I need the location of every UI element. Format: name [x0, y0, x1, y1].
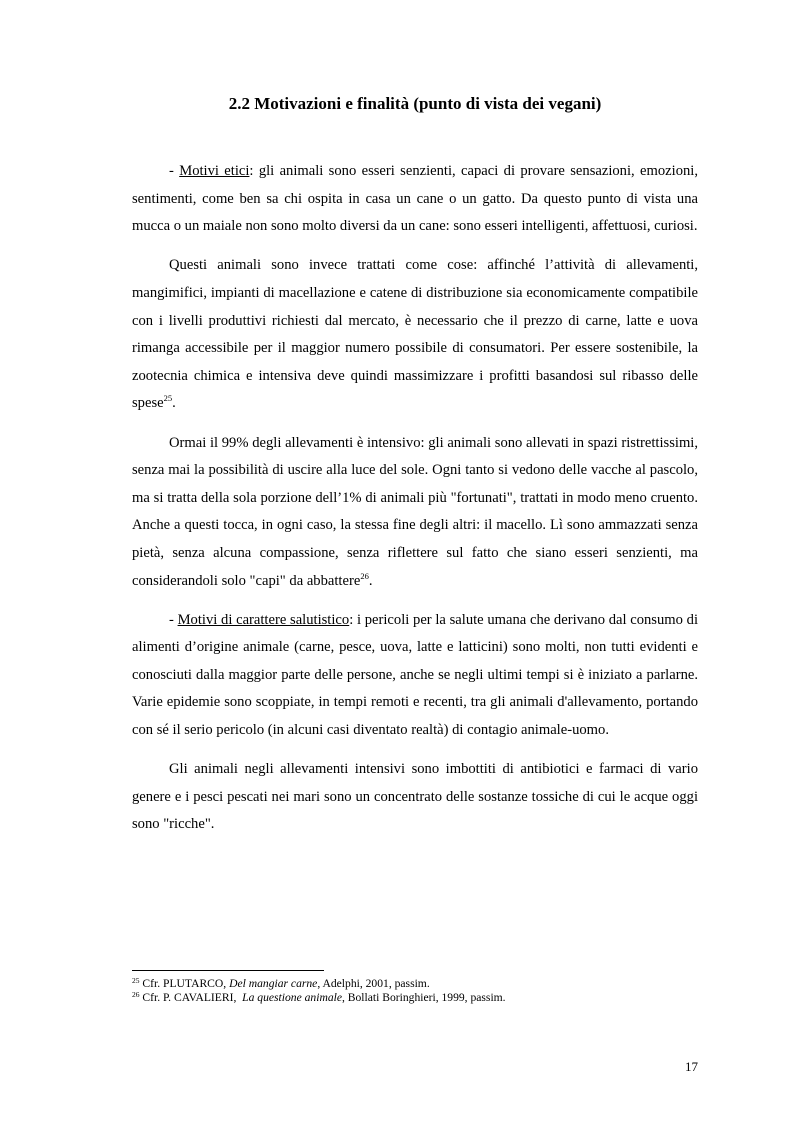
footnote-ref-25[interactable]: 25 — [163, 393, 173, 404]
paragraph-animals-as-things — [132, 252, 698, 418]
heading-ethical-motives: Motivi etici — [179, 163, 250, 179]
footnote-number: 26 — [132, 990, 140, 999]
paragraph-text: : gli animali sono esseri senzienti, capaci di provare sensazioni, emozioni, sentimenti, come ben sa chi ospita in casa un cane o un gatto. Da questo punto di vista una mucca o un maiale non sono molto diversi da un cane: sono esseri intelligenti, affettuosi, curiosi. — [132, 163, 698, 235]
footnote-text: , Adelphi, 2001, passim. — [317, 977, 430, 990]
paragraph-prefix: - — [169, 163, 180, 179]
body-text — [132, 158, 698, 851]
paragraph-ethical-motives — [132, 158, 698, 241]
footnote-title: Del mangiar carne — [229, 977, 318, 990]
footnote-text: , Bollati Boringhieri, 1999, passim. — [341, 991, 506, 1004]
footnote-text: Cfr. P. CAVALIERI, — [142, 991, 243, 1004]
paragraph-text: Questi animali sono invece trattati come cose: affinché l’attività di allevamenti, mangimifici, impianti di macellazione e catene di distribuzione sia economicamente compatibile con i livelli produttivi richiesti dal mercato, è necessario che il prezzo di carne, latte e uova rimanga accessibile per il maggior numero possibile di consumatori. Per essere sostenibile, la zootecnia chimica e intensiva deve quindi massimizzare i profitti basandosi sul ribasso delle spese — [132, 257, 698, 412]
paragraph-prefix: - — [169, 611, 178, 628]
section-title: 2.2 Motivazioni e finalità (punto di vista dei vegani) — [228, 94, 602, 113]
paragraph-intensive-farming — [132, 430, 698, 596]
footnote-title: La questione animale — [242, 991, 342, 1004]
heading-health-motives: Motivi di carattere salutistico — [177, 611, 350, 628]
footnote-ref-26[interactable]: 26 — [360, 570, 369, 581]
footnote-number: 25 — [132, 976, 140, 985]
page-number: 17 — [685, 1059, 698, 1074]
footnote-25 — [132, 977, 698, 991]
paragraph-antibiotics — [132, 756, 698, 839]
footnote-separator — [132, 970, 324, 971]
footnote-26 — [132, 991, 698, 1005]
paragraph-end: . — [172, 395, 176, 412]
footnote-text: Cfr. PLUTARCO, — [142, 977, 230, 990]
footnotes — [132, 977, 698, 1005]
paragraph-text: : i pericoli per la salute umana che derivano dal consumo di alimenti d’origine animale (carne, pesce, uova, latte e latticini) sono molti, non tutti evidenti e conosciuti dalla maggior parte delle persone, anche se negli ultimi tempi si è iniziato a parlarne. Varie epidemie sono scoppiate, in tempi remoti e recenti, tra gli animali d'allevamento, portando con sé il serio pericolo (in alcuni casi diventato realtà) di contagio animale-uomo. — [132, 611, 698, 739]
paragraph-health-motives — [132, 607, 698, 745]
paragraph-end: . — [368, 572, 373, 589]
paragraph-text: Gli animali negli allevamenti intensivi sono imbottiti di antibiotici e farmaci di vario genere e i pesci pescati nei mari sono un concentrato delle sostanze tossiche di cui le acque oggi sono "ricche". — [132, 761, 698, 833]
paragraph-text: Ormai il 99% degli allevamenti è intensivo: gli animali sono allevati in spazi ristrettissimi, senza mai la possibilità di uscire alla luce del sole. Ogni tanto si vedono delle vacche al pascolo, ma si tratta della sola porzione dell’1% di animali più "fortunati", trattati in modo meno cruento. Anche a questi tocca, in ogni caso, la stessa fine degli altri: il macello. Lì sono ammazzati senza pietà, senza alcuna compassione, senza riflettere sul fatto che siano esseri senzienti, ma considerandoli solo "capi" da abbattere — [132, 434, 698, 589]
